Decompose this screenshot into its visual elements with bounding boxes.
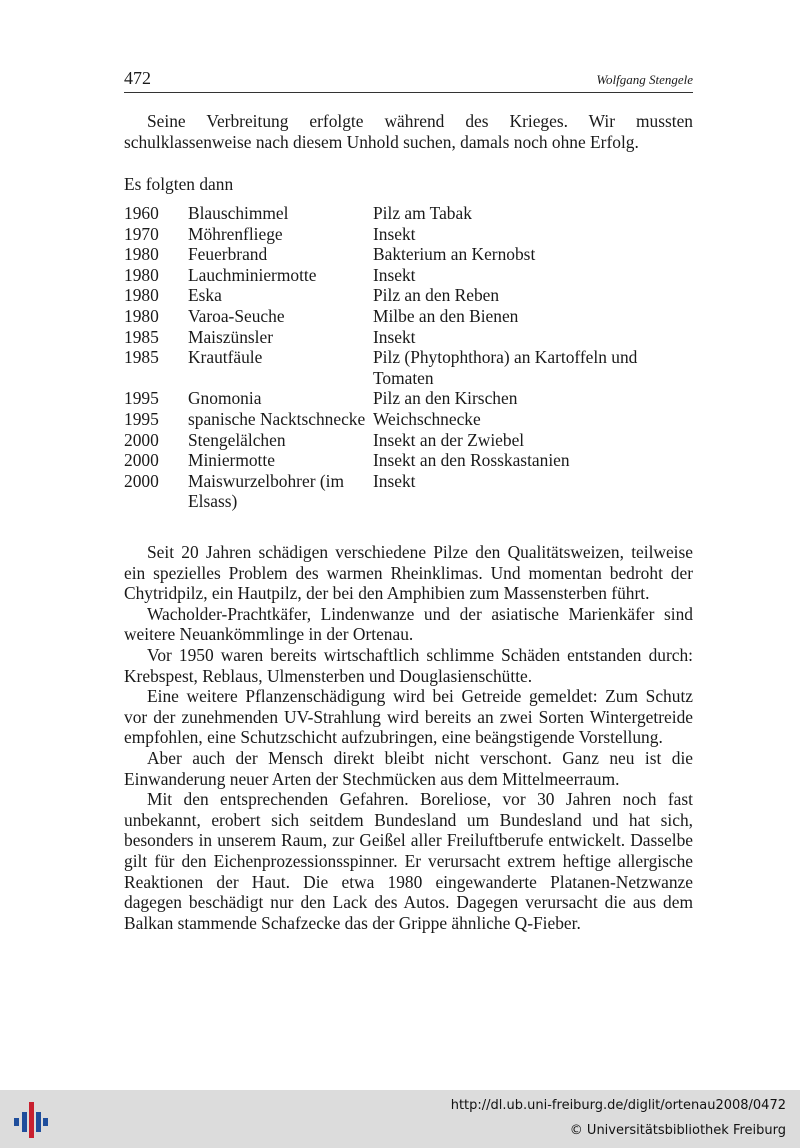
table-row xyxy=(124,306,693,327)
table-cell-description: Milbe an den Bienen xyxy=(373,305,519,326)
body-paragraphs xyxy=(124,542,693,933)
table-cell-year: 2000 xyxy=(124,470,159,491)
table-row xyxy=(124,327,693,348)
table-cell-description: Insekt an den Rosskastanien xyxy=(373,450,570,471)
table-row xyxy=(124,224,693,245)
table-cell-year: 1960 xyxy=(124,203,159,223)
table-cell-year: 1970 xyxy=(124,223,159,244)
page-header xyxy=(124,68,693,93)
table-row xyxy=(124,203,693,224)
table-row xyxy=(124,471,693,512)
table-cell-year: 1980 xyxy=(124,244,159,265)
table-cell-year: 1995 xyxy=(124,388,159,409)
table-cell-description: Weichschnecke xyxy=(373,408,481,429)
pest-table xyxy=(124,203,693,512)
page-number: 472 xyxy=(124,68,151,88)
table-row xyxy=(124,244,693,265)
intro-paragraph: Seine Verbreitung erfolgte während des Krieges. Wir mussten schulklassenweise nach diesem Unhold suchen, damals noch ohne Erfolg. xyxy=(124,111,693,152)
body-paragraph: Wacholder-Prachtkäfer, Lindenwanze und der asiatische Marienkäfer sind weitere Neuankömmlinge in der Ortenau. xyxy=(124,603,693,645)
table-cell-name: Maiswurzelbohrer (im Elsass) xyxy=(188,470,344,512)
table-cell-description: Pilz (Phytophthora) an Kartoffeln und Tomaten xyxy=(373,347,638,388)
table-row xyxy=(124,450,693,471)
table-cell-description: Pilz an den Reben xyxy=(373,285,500,306)
lead-line-block xyxy=(124,174,693,195)
copyright-notice: © Universitätsbibliothek Freiburg xyxy=(569,1123,786,1138)
table-cell-name: Krautfäule xyxy=(188,347,263,368)
table-cell-year: 1985 xyxy=(124,347,159,368)
table-cell-name: Eska xyxy=(188,285,222,306)
ub-freiburg-logo-icon xyxy=(12,1098,50,1140)
table-cell-name: Möhrenfliege xyxy=(188,223,283,244)
body-paragraph: Seit 20 Jahren schädigen verschiedene Pilze den Qualitätsweizen, teilweise ein spezielles Problem des warmen Rheinklimas. Und momentan bedroht der Chytridpilz, ein Hautpilz, der bei den Amphibien zum Massensterben führt. xyxy=(124,542,693,604)
table-cell-name: Blauschimmel xyxy=(188,203,289,223)
table-cell-name: spanische Nacktschnecke xyxy=(188,408,366,429)
table-cell-year: 1980 xyxy=(124,305,159,326)
table-cell-name: Feuerbrand xyxy=(188,244,268,265)
table-row xyxy=(124,265,693,286)
source-url-link[interactable]: http://dl.ub.uni-freiburg.de/diglit/ortenau2008/0472 xyxy=(450,1098,786,1113)
table-cell-name: Maiszünsler xyxy=(188,326,274,347)
table-cell-description: Pilz am Tabak xyxy=(373,203,472,223)
table-cell-description: Insekt xyxy=(373,223,416,244)
body-paragraph: Vor 1950 waren bereits wirtschaftlich schlimme Schäden entstanden durch: Krebspest, Reblaus, Ulmensterben und Douglasienschütte. xyxy=(124,644,693,686)
footer-bar xyxy=(0,1090,800,1148)
table-cell-name: Miniermotte xyxy=(188,450,275,471)
table-row xyxy=(124,388,693,409)
body-paragraph: Aber auch der Mensch direkt bleibt nicht verschont. Ganz neu ist die Einwanderung neuer Arten der Stechmücken aus dem Mittelmeerraum. xyxy=(124,747,693,789)
table-cell-year: 1985 xyxy=(124,326,159,347)
table-cell-year: 1995 xyxy=(124,408,159,429)
table-cell-description: Insekt xyxy=(373,470,416,491)
table-cell-description: Insekt an der Zwiebel xyxy=(373,429,525,450)
table-row xyxy=(124,347,693,388)
table-cell-description: Bakterium an Kernobst xyxy=(373,244,536,265)
intro-paragraph-block xyxy=(124,111,693,152)
table-cell-description: Pilz an den Kirschen xyxy=(373,388,518,409)
table-cell-name: Varoa-Seuche xyxy=(188,305,285,326)
table-cell-description: Insekt xyxy=(373,326,416,347)
table-cell-name: Gnomonia xyxy=(188,388,262,409)
table-cell-year: 2000 xyxy=(124,450,159,471)
table-cell-description: Insekt xyxy=(373,264,416,285)
body-paragraph: Eine weitere Pflanzenschädigung wird bei Getreide gemeldet: Zum Schutz vor der zunehmenden UV-Strahlung wird bereits an zwei Sorten Wintergetreide empfohlen, eine Schutzschicht aufzubringen, eine beängstigende Vorstellung. xyxy=(124,686,693,748)
table-row xyxy=(124,285,693,306)
body-paragraph: Mit den entsprechenden Gefahren. Boreliose, vor 30 Jahren noch fast unbekannt, erobert sich seitdem Bundesland um Bundesland und hat sich, besonders in unserem Raum, zur Geißel aller Freiluftberufe entwickelt. Dasselbe gilt für den Eichenprozessionsspinner. Er verursacht extrem heftige allergische Reaktionen der Haut. Die etwa 1980 eingewanderte Platanen-Netzwanze dagegen beschädigt nur den Lack des Autos. Dagegen verursacht die aus dem Balkan stammende Schafzecke das der Grippe ähnliche Q-Fieber. xyxy=(124,789,693,933)
table-row xyxy=(124,430,693,451)
table-row xyxy=(124,409,693,430)
running-head-author: Wolfgang Stengele xyxy=(596,72,693,87)
table-cell-year: 1980 xyxy=(124,264,159,285)
table-cell-name: Stengelälchen xyxy=(188,429,286,450)
table-cell-name: Lauchminiermotte xyxy=(188,264,317,285)
table-cell-year: 2000 xyxy=(124,429,159,450)
lead-line: Es folgten dann xyxy=(124,174,234,194)
table-cell-year: 1980 xyxy=(124,285,159,306)
